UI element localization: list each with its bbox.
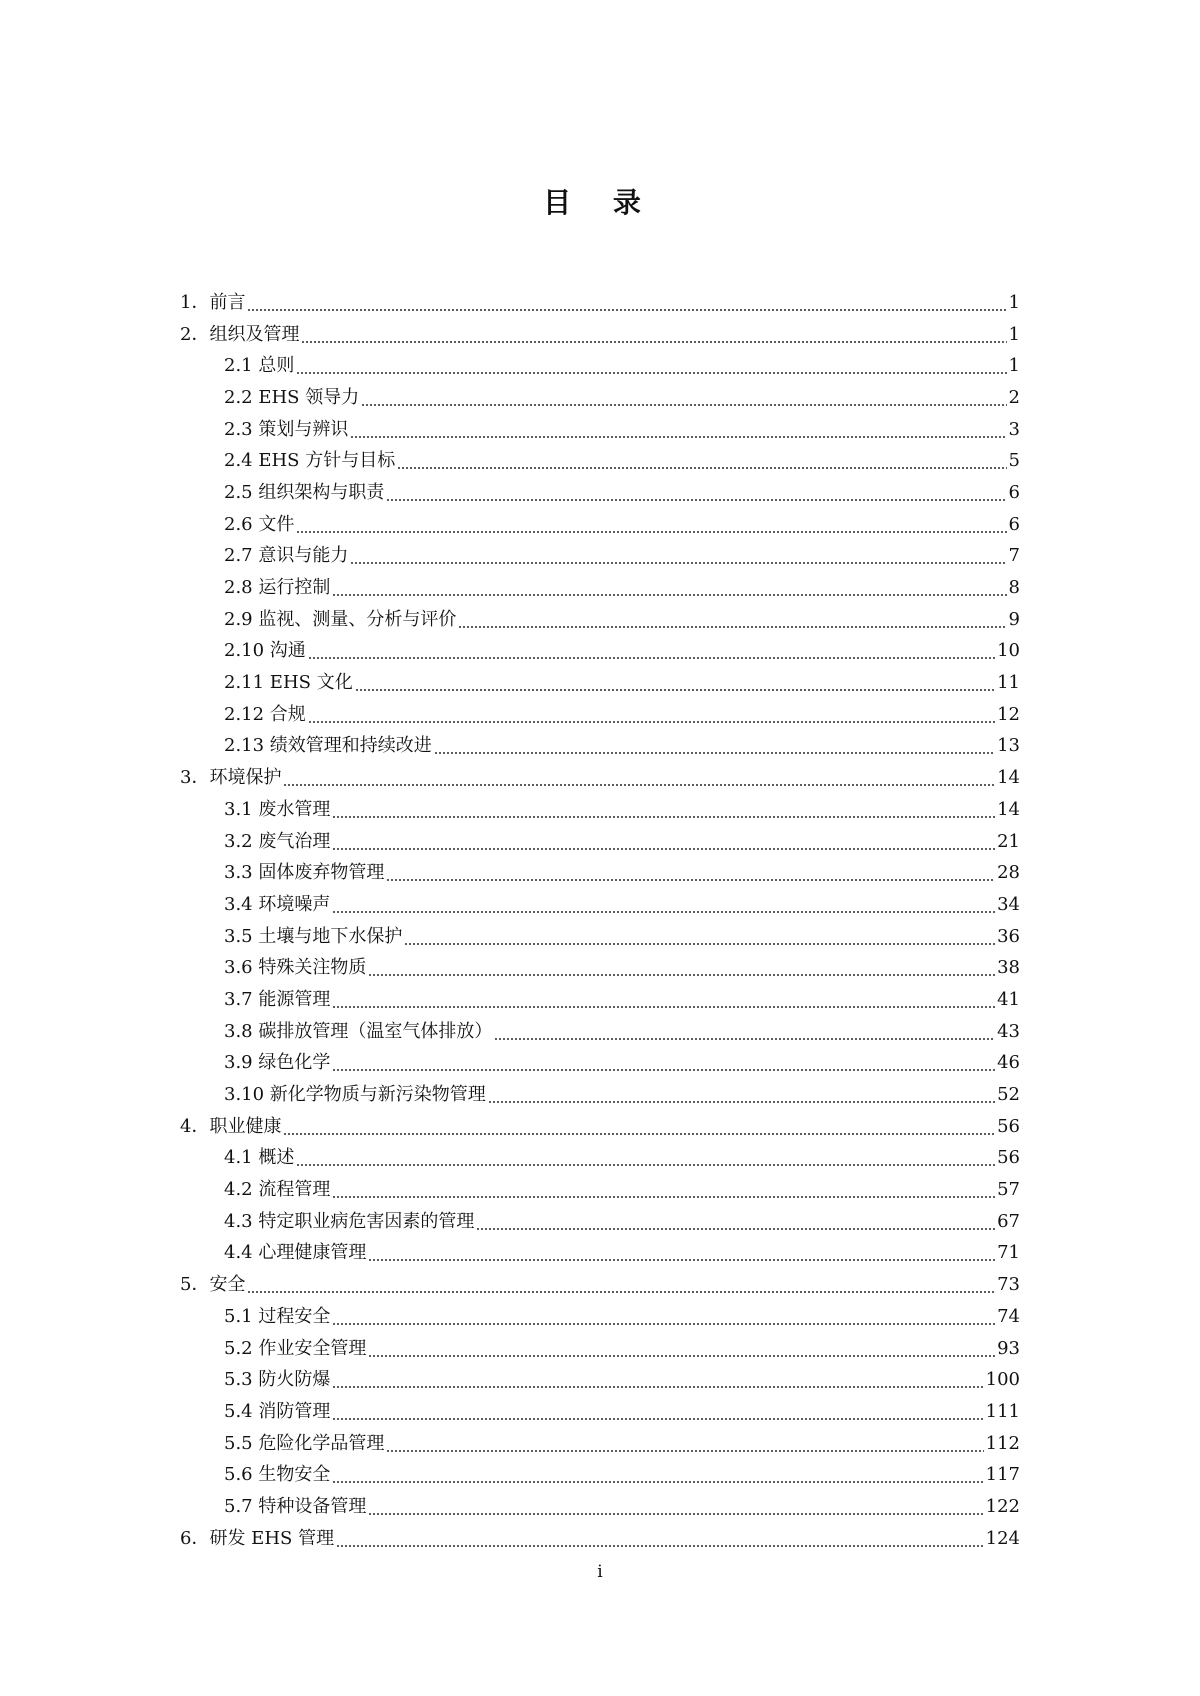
toc-entry[interactable] [180, 636, 1020, 668]
toc-dot-leader [332, 1181, 995, 1199]
toc-entry[interactable] [180, 1428, 1020, 1460]
toc-entry-page-number: 56 [997, 1147, 1020, 1169]
toc-entry[interactable] [180, 1364, 1020, 1396]
toc-entry-label: 2.12 合规 [224, 703, 306, 725]
toc-entry-page-number: 11 [997, 672, 1020, 694]
toc-dot-leader [332, 991, 995, 1009]
toc-dot-leader [397, 452, 1006, 470]
table-of-contents [180, 287, 1020, 1555]
toc-entry-label: 2.10 沟通 [224, 640, 306, 662]
toc-entry-label: 3.7 能源管理 [224, 988, 331, 1010]
toc-entry-page-number: 34 [997, 893, 1020, 915]
toc-dot-leader [247, 1276, 995, 1294]
toc-entry-page-number: 8 [1008, 577, 1020, 599]
toc-entry-page-number: 57 [997, 1179, 1020, 1201]
toc-dot-leader [368, 1498, 983, 1516]
toc-entry-label: 3.5 土壤与地下水保护 [224, 925, 403, 947]
toc-dot-leader [355, 674, 995, 692]
toc-entry-page-number: 43 [997, 1020, 1020, 1042]
toc-entry-page-number: 111 [985, 1400, 1020, 1422]
toc-entry[interactable] [180, 1174, 1020, 1206]
toc-dot-leader [332, 1308, 995, 1326]
toc-entry[interactable] [180, 541, 1020, 573]
toc-entry-page-number: 14 [997, 798, 1020, 820]
toc-entry-page-number: 28 [997, 862, 1020, 884]
toc-entry-label: 4．职业健康 [180, 1115, 282, 1137]
toc-dot-leader [404, 928, 995, 946]
toc-dot-leader [386, 484, 1006, 502]
toc-entry[interactable] [180, 1079, 1020, 1111]
toc-entry[interactable] [180, 952, 1020, 984]
toc-entry-page-number: 1 [1008, 291, 1020, 313]
toc-dot-leader [308, 642, 995, 660]
toc-entry[interactable] [180, 921, 1020, 953]
toc-entry-page-number: 74 [997, 1305, 1020, 1327]
toc-entry-label: 4.4 心理健康管理 [224, 1242, 367, 1264]
toc-entry-page-number: 5 [1008, 450, 1020, 472]
toc-entry-page-number: 67 [997, 1210, 1020, 1232]
toc-entry-page-number: 9 [1008, 608, 1020, 630]
toc-dot-leader [283, 769, 995, 787]
toc-entry[interactable] [180, 1111, 1020, 1143]
toc-dot-leader [308, 706, 995, 724]
toc-dot-leader [332, 579, 1006, 597]
toc-entry[interactable] [180, 1143, 1020, 1175]
toc-entry-label: 2.2 EHS 领导力 [224, 386, 360, 408]
toc-entry-page-number: 13 [997, 735, 1020, 757]
toc-entry-label: 2.13 绩效管理和持续改进 [224, 735, 432, 757]
toc-entry-label: 2.8 运行控制 [224, 577, 331, 599]
toc-entry[interactable] [180, 1396, 1020, 1428]
toc-entry[interactable] [180, 445, 1020, 477]
toc-entry-page-number: 73 [997, 1274, 1020, 1296]
toc-entry[interactable] [180, 1523, 1020, 1555]
toc-entry-page-number: 36 [997, 925, 1020, 947]
toc-entry[interactable] [180, 572, 1020, 604]
toc-entry-label: 4.3 特定职业病危害因素的管理 [224, 1210, 475, 1232]
toc-entry[interactable] [180, 794, 1020, 826]
toc-entry-page-number: 21 [997, 830, 1020, 852]
toc-entry-page-number: 14 [997, 767, 1020, 789]
toc-entry-page-number: 71 [997, 1242, 1020, 1264]
toc-entry-page-number: 122 [985, 1495, 1020, 1517]
toc-dot-leader [488, 1086, 995, 1104]
toc-entry-page-number: 93 [997, 1337, 1020, 1359]
toc-entry[interactable] [180, 477, 1020, 509]
toc-dot-leader [332, 1371, 983, 1389]
toc-entry-label: 2.7 意识与能力 [224, 545, 349, 567]
toc-dot-leader [458, 611, 1006, 629]
toc-entry-label: 3.6 特殊关注物质 [224, 957, 367, 979]
toc-entry-label: 3.4 环境噪声 [224, 893, 331, 915]
toc-dot-leader [476, 1213, 995, 1231]
toc-entry[interactable] [180, 604, 1020, 636]
toc-entry[interactable] [180, 382, 1020, 414]
toc-entry-label: 5.6 生物安全 [224, 1464, 331, 1486]
toc-entry-label: 2.1 总则 [224, 355, 295, 377]
toc-entry-page-number: 7 [1008, 545, 1020, 567]
toc-entry[interactable] [180, 509, 1020, 541]
toc-entry-label: 5.3 防火防爆 [224, 1369, 331, 1391]
toc-entry-label: 6．研发 EHS 管理 [180, 1527, 335, 1549]
toc-entry-page-number: 2 [1008, 386, 1020, 408]
toc-dot-leader [296, 357, 1006, 375]
toc-dot-leader [434, 737, 995, 755]
toc-entry-page-number: 41 [997, 988, 1020, 1010]
toc-dot-leader [247, 294, 1006, 312]
toc-entry-label: 3.8 碳排放管理（温室气体排放） [224, 1020, 493, 1042]
toc-dot-leader [296, 516, 1006, 534]
toc-entry-label: 3.9 绿色化学 [224, 1052, 331, 1074]
toc-dot-leader [296, 1149, 995, 1167]
toc-entry[interactable] [180, 826, 1020, 858]
toc-entry-label: 5.2 作业安全管理 [224, 1337, 367, 1359]
toc-dot-leader [350, 421, 1006, 439]
toc-entry-label: 2.4 EHS 方针与目标 [224, 450, 396, 472]
toc-entry[interactable] [180, 1459, 1020, 1491]
toc-entry[interactable] [180, 731, 1020, 763]
toc-entry-label: 2.3 策划与辨识 [224, 418, 349, 440]
toc-entry-label: 3．环境保护 [180, 767, 282, 789]
toc-entry-label: 3.2 废气治理 [224, 830, 331, 852]
toc-dot-leader [361, 389, 1006, 407]
toc-dot-leader [368, 1244, 995, 1262]
toc-entry-label: 3.1 废水管理 [224, 798, 331, 820]
toc-dot-leader [350, 547, 1006, 565]
toc-entry-label: 1．前言 [180, 291, 246, 313]
toc-entry-page-number: 38 [997, 957, 1020, 979]
toc-entry[interactable] [180, 1238, 1020, 1270]
toc-dot-leader [301, 326, 1006, 344]
toc-entry-page-number: 3 [1008, 418, 1020, 440]
toc-entry-label: 4.1 概述 [224, 1147, 295, 1169]
toc-entry-label: 4.2 流程管理 [224, 1179, 331, 1201]
toc-entry-label: 5.1 过程安全 [224, 1305, 331, 1327]
toc-entry[interactable] [180, 287, 1020, 319]
toc-entry-label: 2.6 文件 [224, 513, 295, 535]
toc-entry-page-number: 6 [1008, 481, 1020, 503]
toc-entry[interactable] [180, 1491, 1020, 1523]
toc-entry[interactable] [180, 857, 1020, 889]
toc-entry-label: 5.5 危险化学品管理 [224, 1432, 385, 1454]
toc-entry-label: 2.9 监视、测量、分析与评价 [224, 608, 457, 630]
toc-entry-label: 2.5 组织架构与职责 [224, 481, 385, 503]
toc-dot-leader [386, 1435, 983, 1453]
toc-entry-page-number: 1 [1008, 355, 1020, 377]
toc-dot-leader [368, 1340, 995, 1358]
toc-entry[interactable] [180, 414, 1020, 446]
toc-dot-leader [332, 1466, 983, 1484]
toc-entry-page-number: 124 [985, 1527, 1020, 1549]
toc-dot-leader [386, 864, 995, 882]
toc-entry-page-number: 100 [985, 1369, 1020, 1391]
page-title: 目 录 [543, 186, 657, 219]
toc-entry[interactable] [180, 1269, 1020, 1301]
toc-entry-label: 3.3 固体废弃物管理 [224, 862, 385, 884]
toc-dot-leader [332, 896, 995, 914]
toc-entry[interactable] [180, 319, 1020, 351]
toc-dot-leader [283, 1118, 995, 1136]
toc-entry-page-number: 10 [997, 640, 1020, 662]
toc-entry-page-number: 46 [997, 1052, 1020, 1074]
toc-entry[interactable] [180, 762, 1020, 794]
toc-entry-label: 3.10 新化学物质与新污染物管理 [224, 1084, 486, 1106]
toc-dot-leader [336, 1530, 984, 1548]
toc-entry-label: 2．组织及管理 [180, 323, 300, 345]
toc-entry-label: 5．安全 [180, 1274, 246, 1296]
toc-entry-label: 5.4 消防管理 [224, 1400, 331, 1422]
toc-dot-leader [332, 1054, 995, 1072]
toc-entry[interactable] [180, 1016, 1020, 1048]
toc-entry[interactable] [180, 1048, 1020, 1080]
toc-dot-leader [332, 801, 995, 819]
toc-dot-leader [332, 833, 995, 851]
toc-entry-label: 5.7 特种设备管理 [224, 1495, 367, 1517]
toc-entry-page-number: 117 [985, 1464, 1020, 1486]
toc-entry[interactable] [180, 1301, 1020, 1333]
toc-entry-page-number: 112 [985, 1432, 1020, 1454]
toc-entry-label: 2.11 EHS 文化 [224, 672, 353, 694]
toc-entry[interactable] [180, 350, 1020, 382]
toc-entry[interactable] [180, 1206, 1020, 1238]
toc-entry-page-number: 6 [1008, 513, 1020, 535]
toc-dot-leader [368, 959, 995, 977]
toc-entry[interactable] [180, 1333, 1020, 1365]
toc-dot-leader [332, 1403, 983, 1421]
toc-entry[interactable] [180, 667, 1020, 699]
toc-entry-page-number: 12 [997, 703, 1020, 725]
toc-entry-page-number: 56 [997, 1115, 1020, 1137]
toc-entry-page-number: 52 [997, 1084, 1020, 1106]
toc-entry[interactable] [180, 984, 1020, 1016]
page-number: i [597, 1562, 603, 1582]
toc-entry[interactable] [180, 889, 1020, 921]
toc-dot-leader [494, 1023, 995, 1041]
toc-entry[interactable] [180, 699, 1020, 731]
toc-entry-page-number: 1 [1008, 323, 1020, 345]
